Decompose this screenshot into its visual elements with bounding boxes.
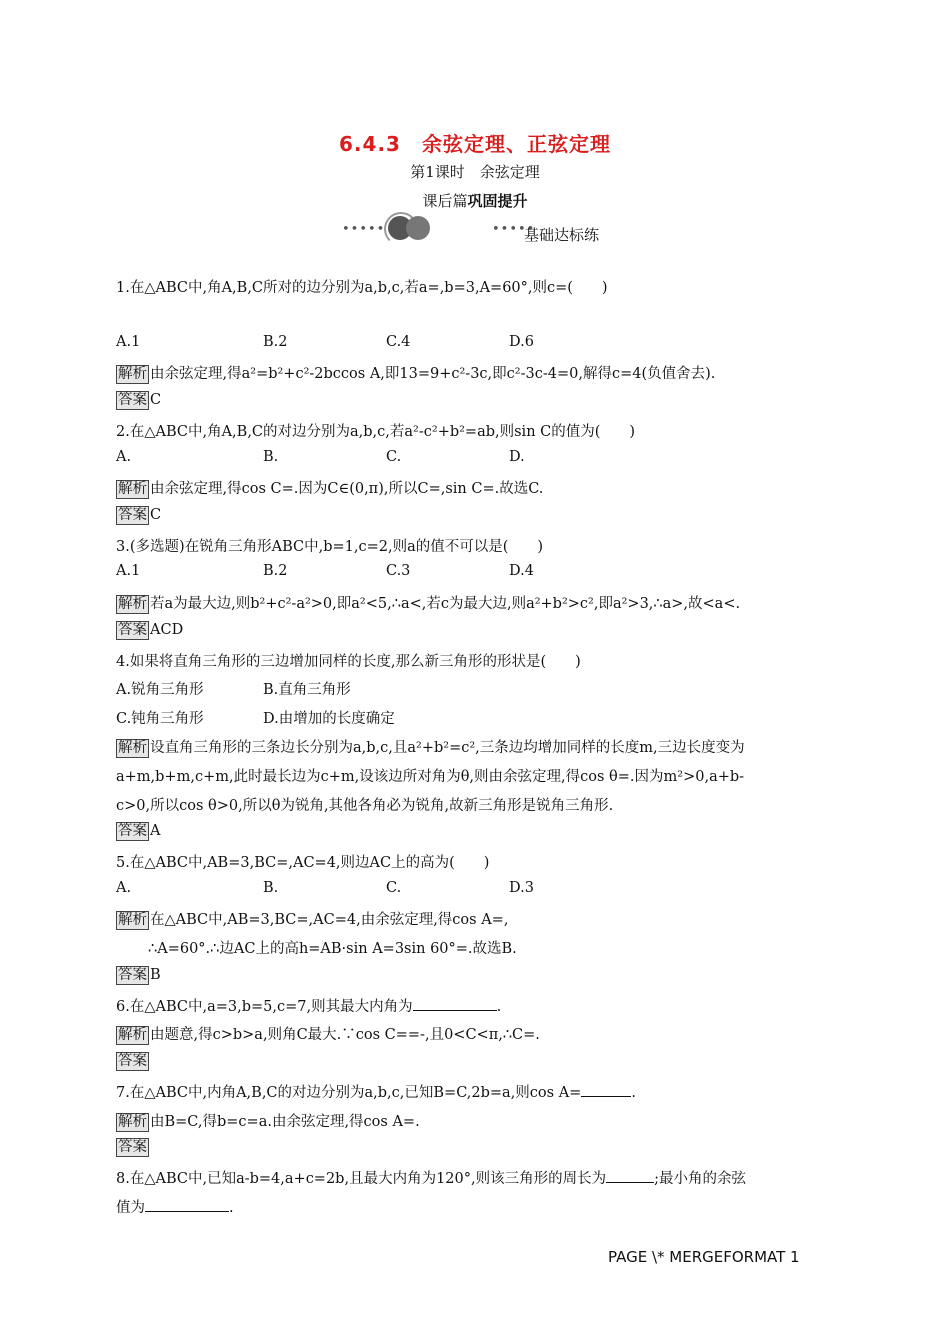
q7-stem-end: . <box>631 1085 636 1101</box>
q8-line2-text: 值为 <box>116 1200 145 1216</box>
q3-answer <box>116 621 183 640</box>
q8-stem-text: 8.在△ABC中,已知a-b=4,a+c=2b,且最大内角为120°,则该三角形的周长为 <box>116 1171 607 1187</box>
q2-option-b: B. <box>263 449 279 465</box>
question-1-stem: 1.在△ABC中,角A,B,C所对的边分别为a,b,c,若a=,b=3,A=60°,则c=( ) <box>116 280 608 296</box>
q5-option-b: B. <box>263 880 279 896</box>
q7-analysis <box>116 1110 420 1132</box>
answer-tag: 答案 <box>118 967 147 983</box>
q6-stem-end: . <box>496 999 502 1015</box>
q1-option-d: D.6 <box>509 334 534 350</box>
question-5-stem: 5.在△ABC中,AB=3,BC=,AC=4,则边AC上的高为( ) <box>116 855 490 871</box>
answer-tag: 答案 <box>118 1139 147 1155</box>
q8-perimeter-blank <box>606 1168 654 1183</box>
analysis-tag: 解析 <box>118 740 147 756</box>
q1-analysis-text: 由余弦定理,得a²=b²+c²-2bccos A,即13=9+c²-3c,即c²-3c-4=0,解得c=4(负值舍去). <box>150 366 716 382</box>
q5-analysis-line-2: ∴A=60°.∴边AC上的高h=AB·sin A=3sin 60°=.故选B. <box>148 941 517 957</box>
q6-answer-blank <box>413 996 497 1011</box>
answer-tag: 答案 <box>118 507 147 523</box>
answer-tag: 答案 <box>118 392 147 408</box>
q4-option-c: C.钝角三角形 <box>116 711 204 727</box>
lesson-subtitle: 第1课时 余弦定理 <box>410 163 540 181</box>
q7-stem-text: 7.在△ABC中,内角A,B,C的对边分别为a,b,c,已知B=C,2b=a,则cos A= <box>116 1085 582 1101</box>
answer-tag: 答案 <box>118 823 147 839</box>
q1-option-c: C.4 <box>386 334 411 350</box>
question-6-stem <box>116 995 501 1016</box>
circle-decoration-icon <box>406 216 430 240</box>
q2-answer <box>116 506 161 525</box>
q1-option-b: B.2 <box>263 334 288 350</box>
q5-analysis-line-1: 在△ABC中,AB=3,BC=,AC=4,由余弦定理,得cos A=, <box>150 912 509 928</box>
q4-analysis <box>116 736 745 758</box>
q1-option-a: A.1 <box>116 334 141 350</box>
q8-stem-mid: ;最小角的余弦 <box>654 1171 747 1187</box>
dots-decoration-icon: ••••• <box>342 222 386 237</box>
q8-cosine-blank <box>145 1197 229 1212</box>
q3-option-a: A.1 <box>116 563 141 579</box>
q1-analysis <box>116 362 715 384</box>
answer-tag: 答案 <box>118 1053 147 1069</box>
analysis-tag: 解析 <box>118 1027 147 1043</box>
q3-answer-text: ACD <box>150 622 184 638</box>
q3-option-b: B.2 <box>263 563 288 579</box>
analysis-tag: 解析 <box>118 481 147 497</box>
q4-analysis-line-3: c>0,所以cos θ>0,所以θ为锐角,其他各角必为锐角,故新三角形是锐角三角形. <box>116 798 614 814</box>
q5-option-d: D.3 <box>509 880 534 896</box>
q4-option-d: D.由增加的长度确定 <box>263 711 395 727</box>
page-title: 6.4.3 余弦定理、正弦定理 <box>339 132 611 156</box>
q1-answer <box>116 391 161 410</box>
q4-analysis-line-1: 设直角三角形的三条边长分别为a,b,c,且a²+b²=c²,三条边均增加同样的长度m,三边长度变为 <box>150 740 745 756</box>
q3-option-d: D.4 <box>509 563 534 579</box>
q7-answer-blank <box>581 1082 631 1097</box>
section-banner <box>340 212 640 246</box>
question-2-stem: 2.在△ABC中,角A,B,C的对边分别为a,b,c,若a²-c²+b²=ab,则sin C的值为( ) <box>116 424 636 440</box>
question-7-stem <box>116 1081 636 1102</box>
q3-analysis <box>116 592 740 614</box>
q4-answer <box>116 822 160 841</box>
q3-option-c: C.3 <box>386 563 411 579</box>
section-heading <box>0 190 950 211</box>
q2-answer-text: C <box>150 507 162 523</box>
q3-analysis-text: 若a为最大边,则b²+c²-a²>0,即a²<5,∴a<,若c为最大边,则a²+b²>c²,即a²>3,∴a>,故<a<. <box>150 596 741 612</box>
q2-option-d: D. <box>509 449 525 465</box>
q8-line2-end: . <box>229 1200 234 1216</box>
question-8-stem-line-2 <box>116 1196 234 1217</box>
q4-analysis-line-2: a+m,b+m,c+m,此时最长边为c+m,设该边所对角为θ,则由余弦定理,得cos θ=.因为m²>0,a+b- <box>116 769 745 785</box>
analysis-tag: 解析 <box>118 1114 147 1130</box>
banner-label: 基础达标练 <box>524 226 600 244</box>
q7-analysis-text: 由B=C,得b=c=a.由余弦定理,得cos A=. <box>150 1114 420 1130</box>
q4-option-b: B.直角三角形 <box>263 682 351 698</box>
q6-answer <box>116 1052 150 1071</box>
q6-analysis <box>116 1023 540 1045</box>
q2-option-a: A. <box>116 449 132 465</box>
q4-answer-text: A <box>150 823 161 839</box>
analysis-tag: 解析 <box>118 912 147 928</box>
q1-answer-text: C <box>150 392 162 408</box>
q7-answer <box>116 1138 150 1157</box>
q6-analysis-text: 由题意,得c>b>a,则角C最大.∵cos C==-,且0<C<π,∴C=. <box>150 1027 540 1043</box>
analysis-tag: 解析 <box>118 596 147 612</box>
question-8-stem <box>116 1167 746 1188</box>
q6-stem-text: 6.在△ABC中,a=3,b=5,c=7,则其最大内角为 <box>116 999 413 1015</box>
q2-analysis <box>116 477 543 499</box>
q5-analysis <box>116 908 508 930</box>
q5-answer-text: B <box>150 967 161 983</box>
page-footer: PAGE \* MERGEFORMAT 1 <box>608 1248 800 1266</box>
q4-option-a: A.锐角三角形 <box>116 682 204 698</box>
dots-decoration-icon: ••••• <box>492 222 536 237</box>
question-4-stem: 4.如果将直角三角形的三边增加同样的长度,那么新三角形的形状是( ) <box>116 654 581 670</box>
section-prefix: 课后篇 <box>422 192 468 210</box>
q5-option-a: A. <box>116 880 132 896</box>
q2-option-c: C. <box>386 449 402 465</box>
q5-option-c: C. <box>386 880 402 896</box>
answer-tag: 答案 <box>118 622 147 638</box>
q2-analysis-text: 由余弦定理,得cos C=.因为C∈(0,π),所以C=,sin C=.故选C. <box>150 481 544 497</box>
question-3-stem: 3.(多选题)在锐角三角形ABC中,b=1,c=2,则a的值不可以是( ) <box>116 539 544 555</box>
analysis-tag: 解析 <box>118 366 147 382</box>
section-bold: 巩固提升 <box>467 192 528 210</box>
q5-answer <box>116 966 161 985</box>
